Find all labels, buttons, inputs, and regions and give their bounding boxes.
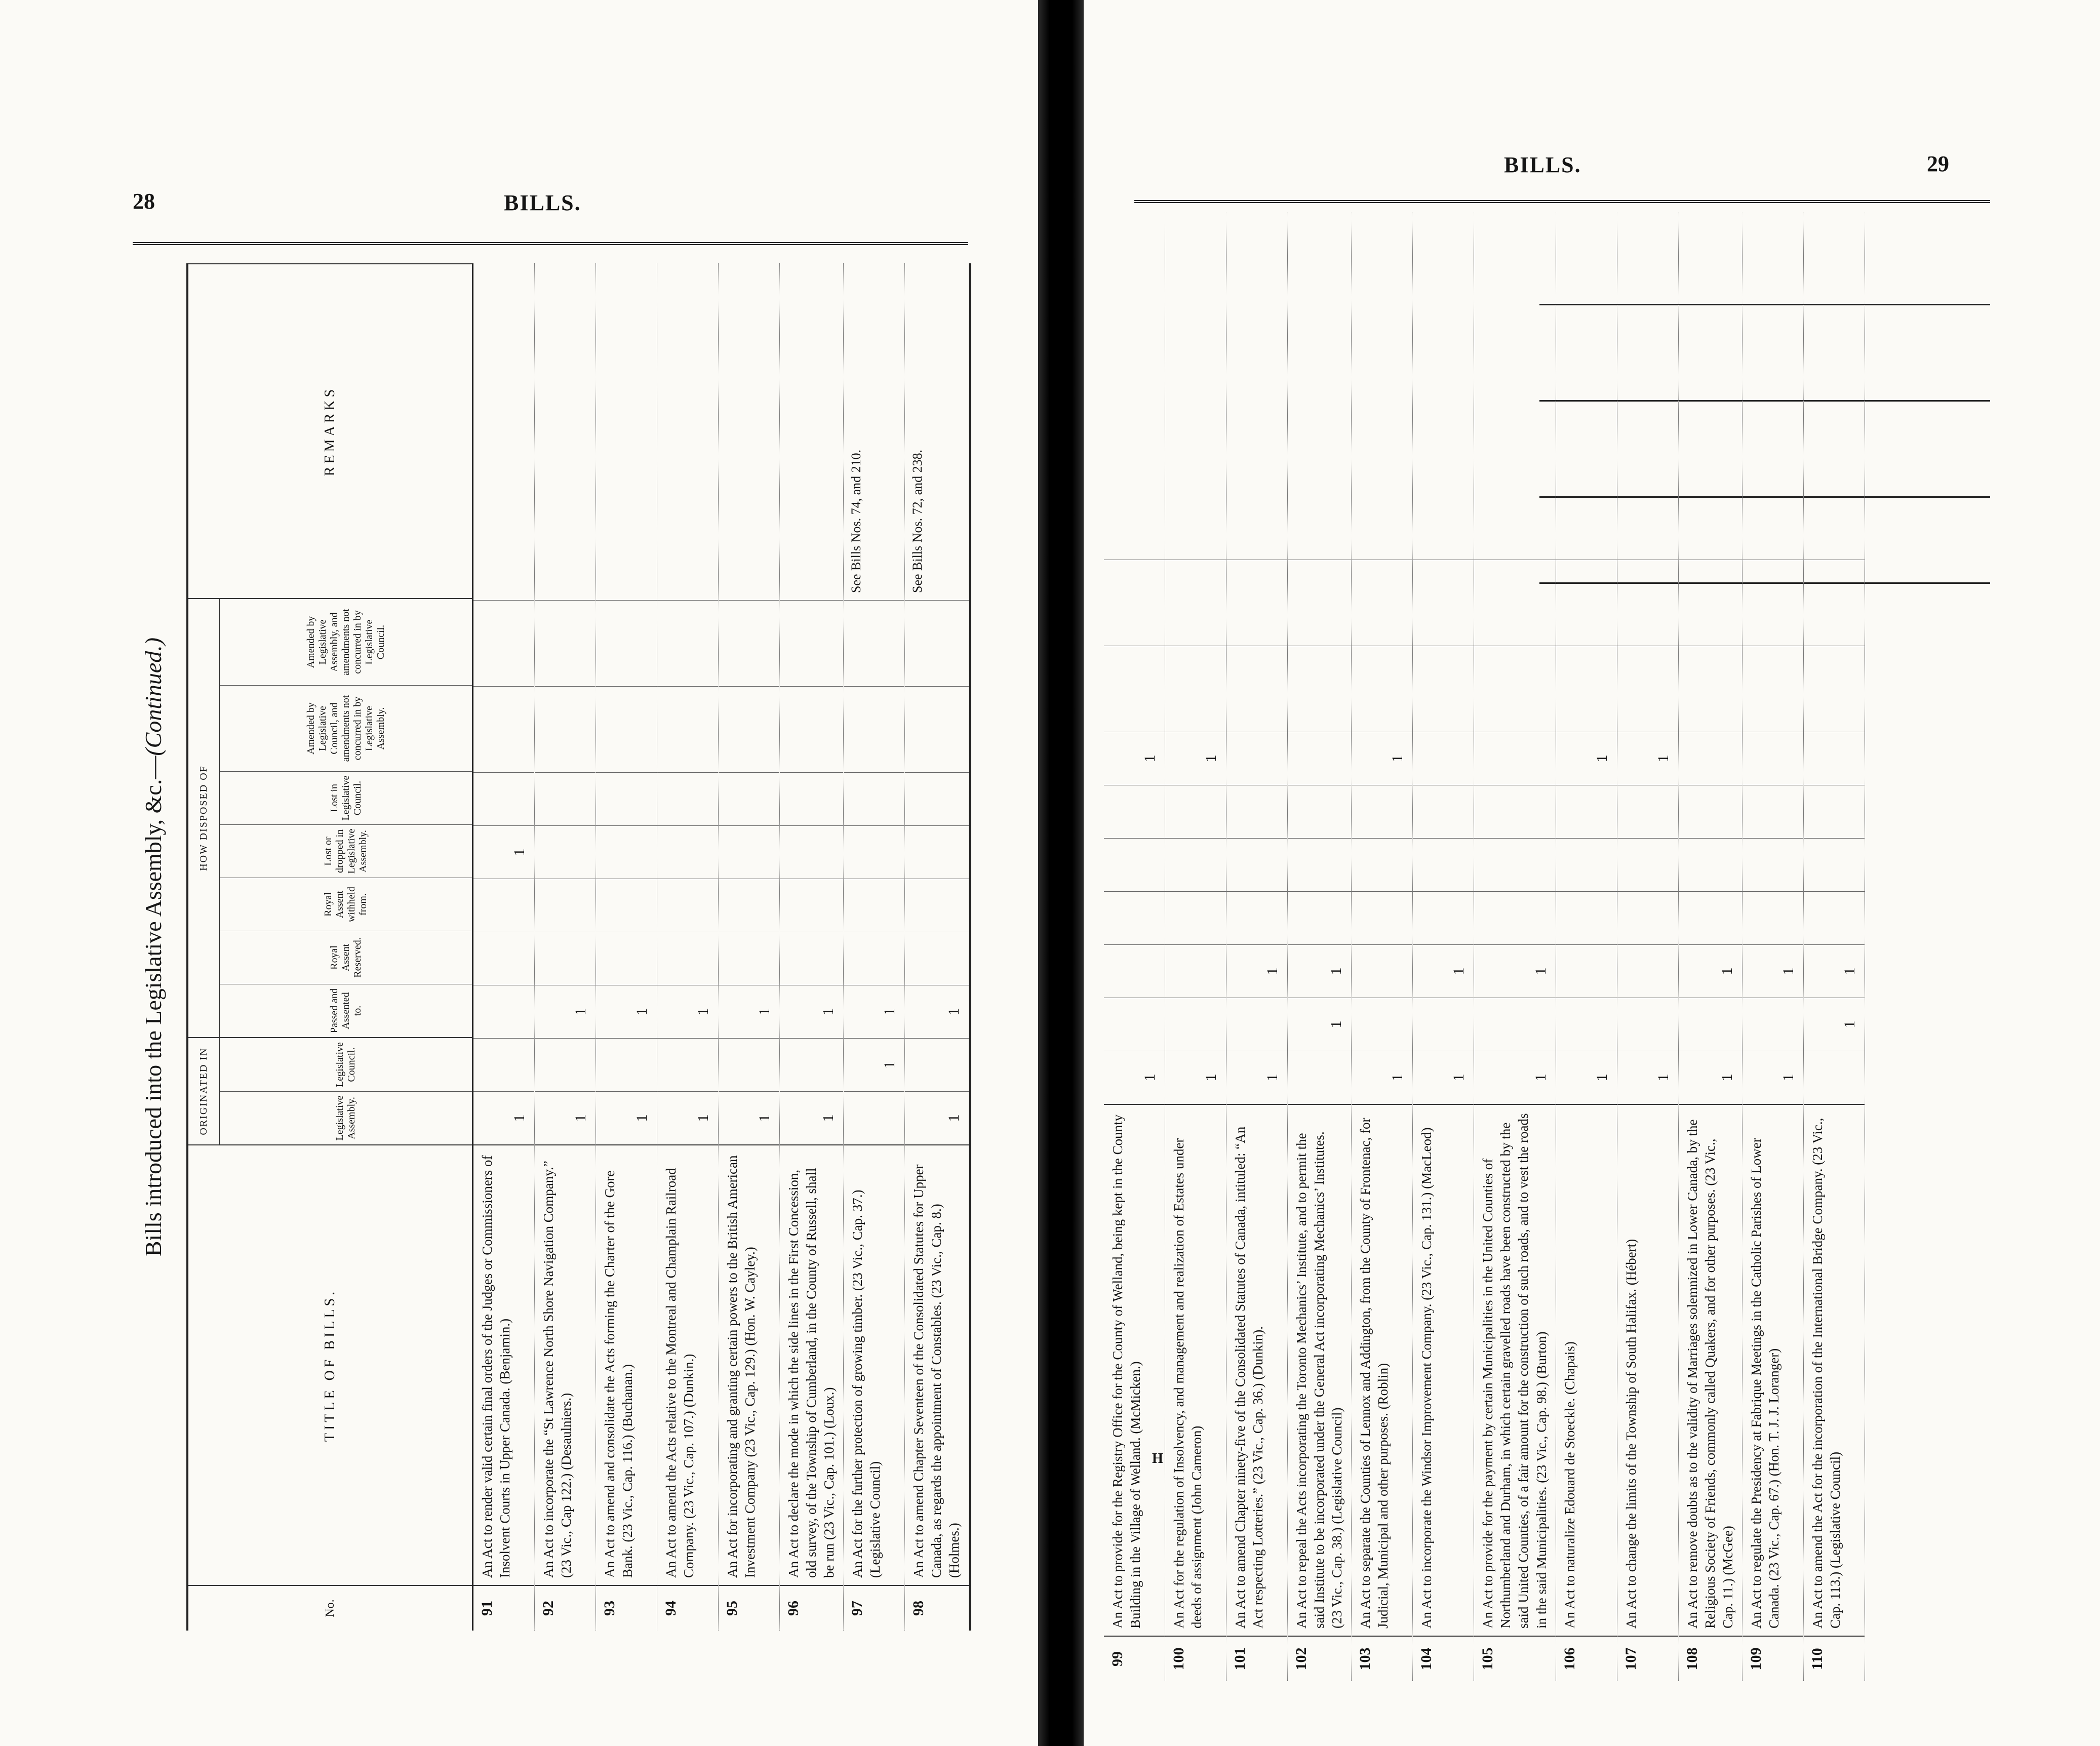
header-orig-assembly: Legislative Assembly. [220,1091,472,1144]
mark-amended-assembly [596,600,657,686]
mark-orig-assembly [1288,1051,1351,1104]
mark-amended-council [1804,646,1865,732]
mark-orig-assembly: 1 [1352,1051,1412,1104]
mark-amended-council [1617,646,1678,732]
mark-withheld [535,879,596,932]
mark-passed: 1 [1226,944,1287,998]
mark-reserved [1556,891,1617,944]
mark-reserved [1804,891,1865,944]
mark-lost-assembly [844,825,904,879]
bill-number: 105 [1474,1636,1555,1681]
mark-reserved [535,932,596,985]
mark-amended-council [719,686,779,772]
mark-amended-assembly [780,600,843,686]
bill-number: 110 [1804,1636,1865,1681]
mark-orig-assembly: 1 [657,1091,718,1144]
mark-reserved [905,932,968,985]
mark-withheld [1104,838,1165,891]
remarks [1679,213,1742,560]
mark-passed: 1 [1474,944,1555,998]
mark-withheld [719,879,779,932]
table-grid [186,263,971,1631]
bill-title: An Act to amend and consolidate the Acts forming the Charter of the Gore Bank. (23 Vic., Cap. 116.) (Buchanan.) [596,1144,657,1585]
bills-table-host [1104,213,2066,1681]
remarks [596,263,657,600]
mark-lost-council [1226,732,1287,785]
remarks [1617,213,1678,560]
mark-lost-assembly [1288,785,1351,838]
mark-lost-council [844,772,904,825]
bill-title: An Act to provide for the payment by certain Municipalities in the United Counties of Northumberland and Durham, in which certain gravelled roads have been constructed by the said United Counties, of a fair amount for the construction of such roads, and to vest the roads in the said Municipalities. (23 Vic., Cap. 98.) (Burton) [1474,1104,1555,1636]
header-rule [1134,200,1990,205]
table-row [1288,213,1352,1681]
mark-orig-assembly: 1 [535,1091,596,1144]
margin-signature: H [1152,1451,1163,1466]
mark-withheld [596,879,657,932]
mark-withheld [1474,838,1555,891]
bill-title: An Act to amend Chapter Seventeen of the Consolidated Statutes for Upper Canada, as regards the appointment of Constables. (23 Vic., Cap. 8.) (Holmes.) [905,1144,968,1585]
mark-amended-assembly [1104,560,1165,646]
remarks [780,263,843,600]
table-row [1804,213,1865,1681]
mark-reserved [1742,891,1803,944]
mark-lost-council: 1 [1165,732,1226,785]
caption-main: Bills introduced into the Legislative Assembly, &c.— [140,756,166,1257]
mark-lost-assembly [1165,785,1226,838]
mark-orig-council [1474,998,1555,1051]
mark-amended-council [780,686,843,772]
mark-amended-council [1474,646,1555,732]
mark-orig-assembly [844,1091,904,1144]
table-row [473,263,535,1631]
bills-table-continued [1104,213,2066,1681]
bill-number: 93 [596,1585,657,1631]
mark-reserved [1474,891,1555,944]
mark-withheld [844,879,904,932]
table-row [596,263,657,1631]
mark-amended-assembly [473,600,534,686]
mark-withheld [1617,838,1678,891]
bills-table-host [131,263,981,1631]
mark-amended-assembly [1226,560,1287,646]
table-row [719,263,780,1631]
bill-number: 107 [1617,1636,1678,1681]
table-row [657,263,719,1631]
bill-number: 102 [1288,1636,1351,1681]
mark-reserved [1104,891,1165,944]
remarks [1226,213,1287,560]
table-row [780,263,844,1631]
mark-orig-assembly: 1 [1165,1051,1226,1104]
mark-orig-assembly: 1 [1617,1051,1678,1104]
mark-passed [1617,944,1678,998]
remarks [1288,213,1351,560]
page-number: 28 [133,189,155,214]
mark-orig-council [535,1038,596,1091]
mark-lost-council [1474,732,1555,785]
mark-lost-assembly: 1 [473,825,534,879]
mark-passed [1352,944,1412,998]
mark-orig-council: 1 [1804,998,1865,1051]
header-title: TITLE OF BILLS. [188,1144,472,1585]
bill-number: 109 [1742,1636,1803,1681]
bill-title: An Act to amend Chapter ninety-five of the Consolidated Statutes of Canada, intituled: “An Act respecting Lotteries.” (23 Vic., Cap. 36.) (Dunkin). [1226,1104,1287,1636]
bills-table [131,263,981,1631]
right-page [1084,0,2100,1746]
mark-lost-assembly [1413,785,1474,838]
mark-passed: 1 [844,985,904,1038]
mark-lost-council [1413,732,1474,785]
mark-reserved [657,932,718,985]
left-page [0,0,1038,1746]
header-lost-council: Lost in Legislative Council. [220,771,472,824]
mark-orig-assembly: 1 [1556,1051,1617,1104]
mark-lost-council [473,772,534,825]
mark-passed: 1 [1742,944,1803,998]
running-head: BILLS. [504,190,581,215]
bill-title: An Act for the regulation of Insolvency, and management and realization of Estates under deeds of assignment (John Cameron) [1165,1104,1226,1636]
mark-amended-assembly [1742,560,1803,646]
mark-lost-council [780,772,843,825]
remarks [1165,213,1226,560]
mark-amended-council [1742,646,1803,732]
mark-lost-assembly [719,825,779,879]
mark-passed: 1 [1679,944,1742,998]
mark-lost-assembly [596,825,657,879]
mark-withheld [1352,838,1412,891]
mark-orig-assembly: 1 [1742,1051,1803,1104]
mark-amended-assembly [905,600,968,686]
mark-withheld [1413,838,1474,891]
bill-number: 97 [844,1585,904,1631]
table-caption [131,263,176,1631]
mark-lost-assembly [1474,785,1555,838]
mark-lost-assembly [1742,785,1803,838]
remarks [535,263,596,600]
mark-orig-assembly: 1 [1679,1051,1742,1104]
mark-amended-council [1288,646,1351,732]
mark-amended-assembly [1165,560,1226,646]
mark-passed: 1 [719,985,779,1038]
bill-title: An Act to incorporate the Windsor Improvement Company. (23 Vic., Cap. 131.) (MacLeod) [1413,1104,1474,1636]
header-remarks: REMARKS [188,263,472,598]
mark-reserved [1617,891,1678,944]
mark-reserved [1165,891,1226,944]
bill-number: 95 [719,1585,779,1631]
mark-orig-assembly: 1 [905,1091,968,1144]
bill-title: An Act to amend the Act for the incorporation of the International Bridge Company. (23 Vic., Cap. 113.) (Legislative Council) [1804,1104,1865,1636]
remarks [1742,213,1803,560]
mark-orig-council [1679,998,1742,1051]
mark-lost-assembly [1617,785,1678,838]
mark-withheld [1742,838,1803,891]
mark-amended-council [596,686,657,772]
mark-orig-council [780,1038,843,1091]
mark-amended-council [1556,646,1617,732]
mark-lost-assembly [1804,785,1865,838]
bill-title: An Act to change the limits of the Township of South Halifax. (Hébert) [1617,1104,1678,1636]
remarks [719,263,779,600]
bill-title: An Act to render valid certain final orders of the Judges or Commissioners of Insolvent Courts in Upper Canada. (Benjamin.) [473,1144,534,1585]
mark-amended-assembly [1352,560,1412,646]
mark-reserved [596,932,657,985]
header-amended-assembly: Amended by Legislative Assembly, and amendments not concurred in by Legislative Council. [305,609,386,676]
mark-amended-council [657,686,718,772]
remarks: See Bills Nos. 72, and 238. [910,449,925,593]
mark-amended-assembly [657,600,718,686]
mark-amended-assembly [1679,560,1742,646]
mark-amended-assembly [1556,560,1617,646]
mark-lost-assembly [1226,785,1287,838]
mark-withheld [905,879,968,932]
bill-title: An Act for incorporating and granting certain powers to the British American Investment Company (23 Vic., Cap. 129.) (Hon. W. Cayley.) [719,1144,779,1585]
mark-lost-council [905,772,968,825]
mark-passed: 1 [1804,944,1865,998]
table-row [1617,213,1679,1681]
bill-number: 103 [1352,1636,1412,1681]
mark-lost-council [719,772,779,825]
header-reserved: Royal Assent Reserved. [220,931,472,984]
mark-reserved [1352,891,1412,944]
bill-title: An Act to separate the Counties of Lennox and Addington, from the County of Frontenac, for Judicial, Municipal and other purposes. (Roblin) [1352,1104,1412,1636]
mark-amended-council [1352,646,1412,732]
mark-withheld [473,879,534,932]
mark-lost-council [1742,732,1803,785]
mark-reserved [1288,891,1351,944]
mark-lost-assembly [1679,785,1742,838]
bill-title: An Act to incorporate the “St Lawrence North Shore Navigation Company.” (23 Vic., Cap 122.) (Desaulniers.) [535,1144,596,1585]
mark-lost-assembly [1556,785,1617,838]
mark-amended-assembly [1288,560,1351,646]
mark-reserved [473,932,534,985]
remarks: See Bills Nos. 74, and 210. [849,449,864,593]
mark-lost-council [1288,732,1351,785]
bill-number: 92 [535,1585,596,1631]
left-rows [473,263,969,1631]
mark-passed [473,985,534,1038]
header-no: No. [188,1585,472,1631]
bill-title: An Act to naturalize Edouard de Stoeckle. (Chapais) [1556,1104,1617,1636]
mark-lost-council [1804,732,1865,785]
mark-amended-council [905,686,968,772]
mark-passed [1104,944,1165,998]
mark-amended-assembly [1474,560,1555,646]
header-originated-in: ORIGINATED IN [188,1038,220,1144]
mark-orig-council [657,1038,718,1091]
bill-number: 108 [1679,1636,1742,1681]
header-originated-group [188,1037,472,1144]
bill-number: 94 [657,1585,718,1631]
mark-amended-council [1413,646,1474,732]
mark-amended-council [1679,646,1742,732]
mark-passed: 1 [905,985,968,1038]
mark-withheld [1226,838,1287,891]
mark-passed: 1 [596,985,657,1038]
header-passed: Passed and Assented to. [220,984,472,1037]
bill-number: 106 [1556,1636,1617,1681]
mark-amended-assembly [1804,560,1865,646]
table-row [1104,213,1165,1681]
remarks [473,263,534,600]
mark-reserved [719,932,779,985]
mark-lost-council: 1 [1556,732,1617,785]
mark-passed: 1 [535,985,596,1038]
mark-orig-assembly: 1 [1413,1051,1474,1104]
mark-lost-council: 1 [1352,732,1412,785]
mark-lost-assembly [905,825,968,879]
mark-orig-council [1556,998,1617,1051]
remarks [1556,213,1617,560]
mark-lost-council: 1 [1104,732,1165,785]
mark-orig-assembly [1804,1051,1865,1104]
mark-orig-council [1352,998,1412,1051]
bill-title: An Act to provide for the Registry Office for the County of Welland, being kept in the County Building in the Village of Welland. (McMicken.) [1104,1104,1165,1636]
mark-amended-council [844,686,904,772]
mark-lost-assembly [1104,785,1165,838]
mark-orig-assembly: 1 [780,1091,843,1144]
mark-lost-assembly [780,825,843,879]
mark-orig-council [1104,998,1165,1051]
remarks [1804,213,1865,560]
bill-title: An Act to declare the mode in which the side lines in the First Concession, old survey, of the Township of Cumberland, in the County of Russell, shall be run (23 Vic., Cap. 101.) (Loux.) [780,1144,843,1585]
mark-orig-council [1413,998,1474,1051]
mark-lost-assembly [657,825,718,879]
bill-title: An Act to regulate the Presidency at Fabrique Meetings in the Catholic Parishes of Lower Canada. (23 Vic., Cap. 67.) (Hon. T. J. J. Loranger) [1742,1104,1803,1636]
mark-withheld [780,879,843,932]
mark-passed: 1 [1288,944,1351,998]
mark-amended-assembly [844,600,904,686]
table-row [1679,213,1742,1681]
mark-orig-council [1165,998,1226,1051]
table-row [1226,213,1288,1681]
caption-continued: (Continued.) [140,637,166,756]
bill-number: 99 [1104,1636,1165,1681]
remarks [1474,213,1555,560]
bill-number: 96 [780,1585,843,1631]
mark-withheld [1288,838,1351,891]
running-head: BILLS. [1504,152,1581,177]
page-number: 29 [1927,151,1949,176]
mark-amended-council [1226,646,1287,732]
mark-passed: 1 [780,985,843,1038]
bill-number: 91 [473,1585,534,1631]
table-row [535,263,596,1631]
mark-orig-council [596,1038,657,1091]
mark-withheld [1165,838,1226,891]
mark-passed [1165,944,1226,998]
mark-amended-council [1165,646,1226,732]
bill-title: An Act for the further protection of growing timber. (23 Vic., Cap. 37.) (Legislative Council) [844,1144,904,1585]
remarks [1413,213,1474,560]
header-rule [133,242,968,247]
bill-title: An Act to remove doubts as to the validity of Marriages solemnized in Lower Canada, by the Religious Society of Friends, commonly called Quakers, and for other purposes. (23 Vic., Cap. 11.) (McGee) [1679,1104,1742,1636]
header-lost-assembly: Lost or dropped in Legislative Assembly. [220,824,472,878]
bill-title: An Act to amend the Acts relative to the Montreal and Champlain Railroad Company. (23 Vic., Cap. 107.) (Dunkin.) [657,1144,718,1585]
mark-amended-council [535,686,596,772]
bill-number: 104 [1413,1636,1474,1681]
mark-orig-council: 1 [844,1038,904,1091]
mark-amended-council [473,686,534,772]
mark-passed [1556,944,1617,998]
mark-reserved [1413,891,1474,944]
mark-amended-assembly [1413,560,1474,646]
header-amended-council: Amended by Legislative Council, and amendments not concurred in by Legislative Assembly. [220,685,472,771]
mark-orig-council [1617,998,1678,1051]
book-gutter [1038,0,1084,1746]
mark-lost-assembly [1352,785,1412,838]
right-rows [1104,213,1865,1681]
mark-lost-council: 1 [1617,732,1678,785]
mark-orig-council [1742,998,1803,1051]
remarks [1104,213,1165,560]
mark-withheld [1556,838,1617,891]
mark-amended-assembly [535,600,596,686]
bill-number: 101 [1226,1636,1287,1681]
mark-withheld [1804,838,1865,891]
header-withheld: Royal Assent withheld from. [220,878,472,931]
mark-passed: 1 [1413,944,1474,998]
mark-orig-assembly: 1 [596,1091,657,1144]
mark-orig-assembly: 1 [1474,1051,1555,1104]
remarks [1352,213,1412,560]
mark-orig-council [1226,998,1287,1051]
bill-number: 100 [1165,1636,1226,1681]
mark-orig-council [905,1038,968,1091]
table-row [1413,213,1474,1681]
table-row [1165,213,1226,1681]
mark-reserved [1226,891,1287,944]
table-row [1474,213,1556,1681]
mark-orig-assembly: 1 [719,1091,779,1144]
mark-orig-assembly: 1 [1226,1051,1287,1104]
mark-amended-assembly [1617,560,1678,646]
mark-withheld [1679,838,1742,891]
header-how-disposed: HOW DISPOSED OF [188,599,220,1037]
bill-number: 98 [905,1585,968,1631]
mark-lost-council [596,772,657,825]
bill-title: An Act to repeal the Acts incorporating the Toronto Mechanics’ Institute, and to permit the said Institute to be incorporated under the General Act incorporating Mechanics’ Institutes. (23 Vic., Cap. 38.) (Legislative Council) [1288,1104,1351,1636]
mark-orig-assembly: 1 [1104,1051,1165,1104]
table-row [844,263,905,1631]
table-row [1742,213,1804,1681]
mark-amended-council [1104,646,1165,732]
mark-lost-council [1679,732,1742,785]
mark-orig-council [719,1038,779,1091]
mark-orig-assembly: 1 [473,1091,534,1144]
mark-orig-council [473,1038,534,1091]
header-disposed-group [188,598,472,1037]
mark-reserved [844,932,904,985]
table-row [1352,213,1413,1681]
mark-lost-council [657,772,718,825]
mark-amended-assembly [719,600,779,686]
header-orig-council: Legislative Council. [334,1042,357,1087]
mark-reserved [780,932,843,985]
remarks [657,263,718,600]
mark-orig-council: 1 [1288,998,1351,1051]
mark-lost-assembly [535,825,596,879]
mark-withheld [657,879,718,932]
table-row [1556,213,1617,1681]
mark-reserved [1679,891,1742,944]
mark-lost-council [535,772,596,825]
table-row [905,263,969,1631]
table-header [188,263,473,1631]
mark-passed: 1 [657,985,718,1038]
